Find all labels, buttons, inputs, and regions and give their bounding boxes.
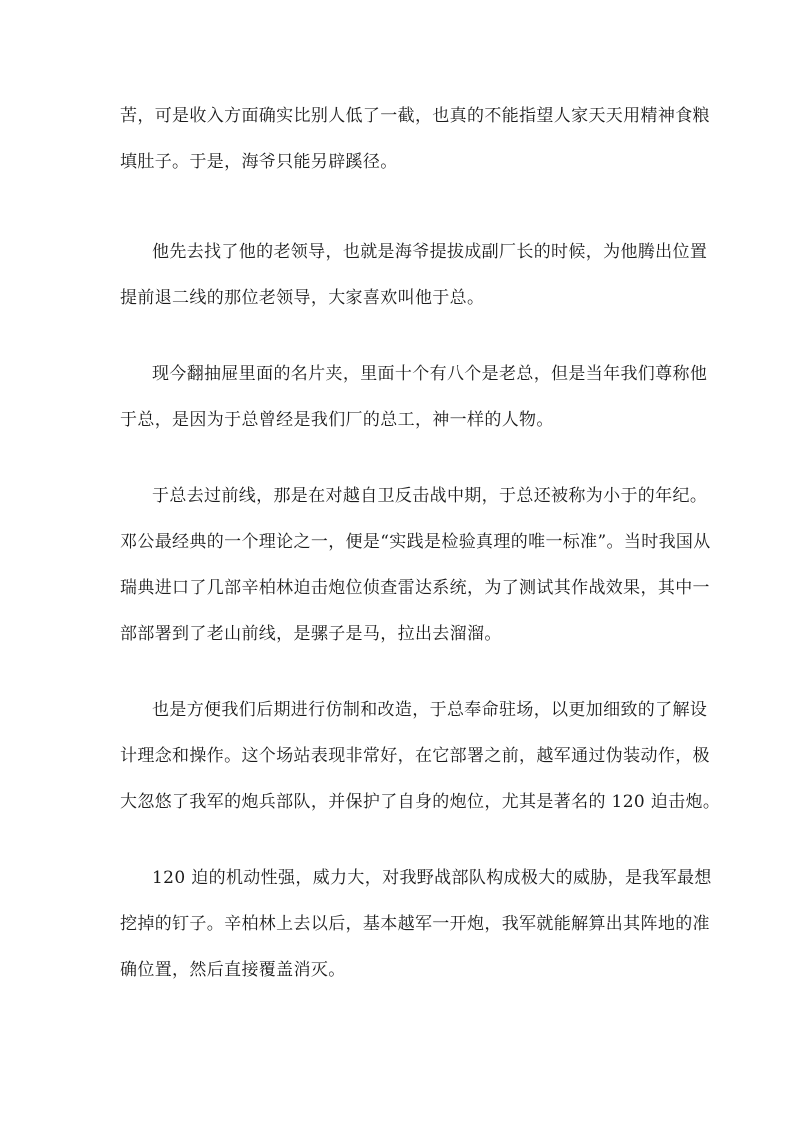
text-line: 于总，是因为于总曾经是我们厂的总工，神一样的人物。 bbox=[120, 410, 554, 430]
text-line: 大忽悠了我军的炮兵部队，并保护了自身的炮位，尤其是著名的 120 迫击炮。 bbox=[120, 792, 721, 812]
text-line: 提前退二线的那位老领导，大家喜欢叫他于总。 bbox=[120, 288, 485, 308]
text-line: 瑞典进口了几部辛柏林迫击炮位侦查雷达系统，为了测试其作战效果，其中一 bbox=[120, 578, 710, 598]
text-line: 苦，可是收入方面确实比别人低了一截，也真的不能指望人家天天用精神食粮 bbox=[120, 106, 710, 126]
text-line: 现今翻抽屉里面的名片夹，里面十个有八个是老总，但是当年我们尊称他 bbox=[152, 364, 708, 384]
text-line: 填肚子。于是，海爷只能另辟蹊径。 bbox=[120, 152, 398, 172]
text-line: 120 迫的机动性强，威力大，对我野战部队构成极大的威胁，是我军最想 bbox=[152, 868, 712, 888]
text-line: 也是方便我们后期进行仿制和改造，于总奉命驻场，以更加细致的了解设 bbox=[152, 700, 708, 720]
text-line: 确位置，然后直接覆盖消灭。 bbox=[120, 960, 346, 980]
text-line: 他先去找了他的老领导，也就是海爷提拔成副厂长的时候，为他腾出位置 bbox=[152, 242, 708, 262]
text-line: 邓公最经典的一个理论之一，便是“实践是检验真理的唯一标准”。当时我国从 bbox=[120, 532, 711, 552]
text-line: 挖掉的钉子。辛柏林上去以后，基本越军一开炮，我军就能解算出其阵地的准 bbox=[120, 914, 710, 934]
text-line: 部部署到了老山前线，是骡子是马，拉出去溜溜。 bbox=[120, 624, 502, 644]
text-line: 于总去过前线，那是在对越自卫反击战中期，于总还被称为小于的年纪。 bbox=[152, 486, 708, 506]
text-line: 计理念和操作。这个场站表现非常好，在它部署之前，越军通过伪装动作，极 bbox=[120, 746, 710, 766]
